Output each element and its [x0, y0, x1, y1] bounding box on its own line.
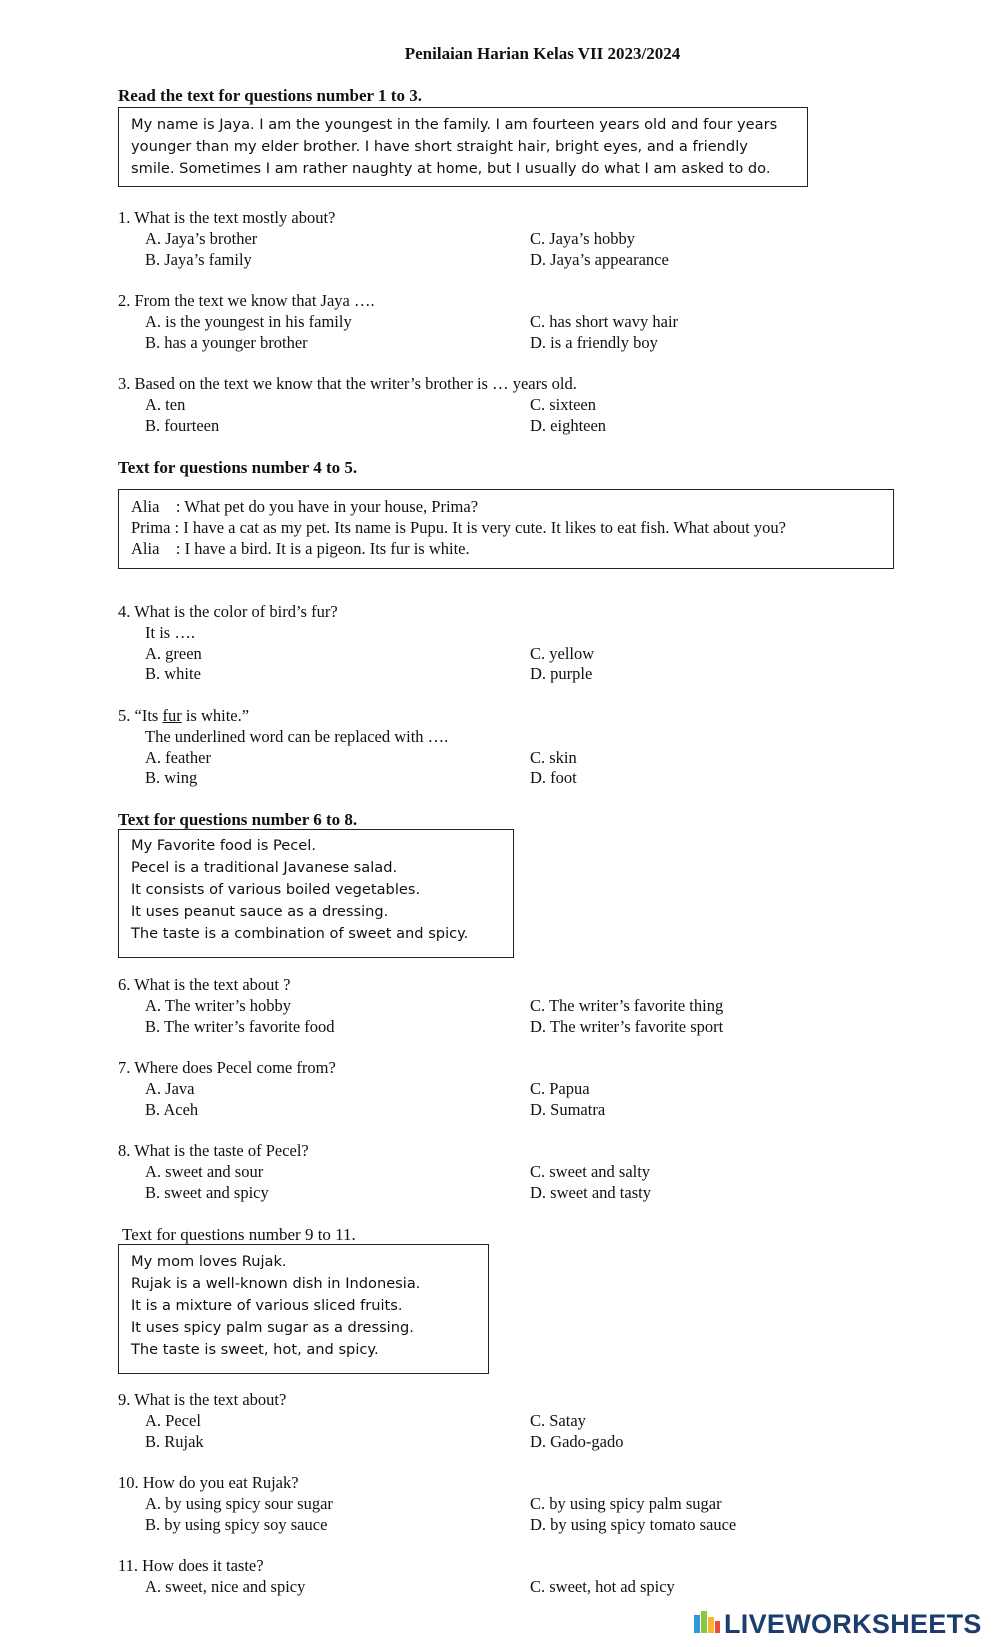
option-a[interactable]: A. is the youngest in his family [145, 311, 352, 331]
stem-part: 5. “Its [118, 706, 163, 725]
option-b[interactable]: B. wing [145, 768, 198, 788]
option-b[interactable]: B. white [145, 664, 201, 684]
text-line: My Favorite food is Pecel. [131, 837, 316, 854]
page-title: Penilaian Harian Kelas VII 2023/2024 [404, 44, 681, 63]
reading-text-box-4 [118, 1244, 489, 1374]
option-c[interactable]: C. yellow [530, 643, 595, 663]
option-a[interactable]: A. Pecel [145, 1410, 201, 1430]
text-line: smile. Sometimes I am rather naughty at home, but I usually do what I am asked to do. [131, 160, 771, 177]
reading-text-box-2 [118, 489, 894, 569]
option-b[interactable]: B. by using spicy soy sauce [145, 1514, 328, 1534]
option-d[interactable]: D. The writer’s favorite sport [530, 1016, 724, 1036]
text-line: Prima : I have a cat as my pet. Its name is Pupu. It is very cute. It likes to eat fish. What about you? [131, 518, 786, 537]
text-line: Pecel is a traditional Javanese salad. [131, 859, 398, 876]
text-line: It consists of various boiled vegetables. [131, 881, 421, 898]
question-8 [118, 1141, 651, 1203]
question-stem: 9. What is the text about? [118, 1390, 287, 1409]
liveworksheets-logo[interactable] [694, 1609, 982, 1639]
question-10 [118, 1473, 737, 1535]
option-a[interactable]: A. by using spicy sour sugar [145, 1493, 333, 1513]
option-b[interactable]: B. fourteen [145, 415, 220, 435]
option-a[interactable]: A. ten [145, 394, 186, 414]
liveworksheets-logo-icon [694, 1611, 720, 1637]
reading-text-box-1 [118, 107, 808, 187]
question-4 [118, 602, 595, 685]
option-d[interactable]: D. is a friendly boy [530, 332, 658, 352]
question-stem: 3. Based on the text we know that the writer’s brother is … years old. [118, 374, 577, 393]
option-b[interactable]: B. sweet and spicy [145, 1182, 269, 1202]
option-a[interactable]: A. Jaya’s brother [145, 228, 258, 248]
option-b[interactable]: B. has a younger brother [145, 332, 308, 352]
text-line: The taste is a combination of sweet and spicy. [131, 925, 469, 942]
text-line: Alia : What pet do you have in your house, Prima? [131, 497, 479, 516]
option-d[interactable]: D. eighteen [530, 415, 607, 435]
question-stem: 1. What is the text mostly about? [118, 208, 336, 227]
question-stem: 11. How does it taste? [118, 1556, 264, 1575]
option-d[interactable]: D. Sumatra [530, 1099, 606, 1119]
option-d[interactable]: D. foot [530, 768, 577, 788]
text-line: The taste is sweet, hot, and spicy. [131, 1341, 379, 1358]
question-11 [118, 1556, 675, 1598]
option-c[interactable]: C. sixteen [530, 394, 596, 414]
question-3 [118, 374, 607, 436]
reading-text-box-3 [118, 829, 514, 958]
option-c[interactable]: C. The writer’s favorite thing [530, 995, 724, 1015]
option-d[interactable]: D. purple [530, 664, 593, 684]
option-a[interactable]: A. green [145, 643, 202, 663]
option-b[interactable]: B. Aceh [145, 1099, 199, 1119]
question-2 [118, 291, 679, 353]
option-d[interactable]: D. by using spicy tomato sauce [530, 1514, 737, 1534]
section-heading-4: Text for questions number 9 to 11. [122, 1225, 356, 1244]
text-line: My name is Jaya. I am the youngest in the family. I am fourteen years old and four years [131, 116, 778, 133]
liveworksheets-logo-text: LIVEWORKSHEETS [724, 1608, 982, 1639]
text-line: It uses spicy palm sugar as a dressing. [131, 1319, 414, 1336]
question-prompt: The underlined word can be replaced with …. [145, 726, 449, 746]
option-c[interactable]: C. Satay [530, 1410, 586, 1430]
text-line: Rujak is a well-known dish in Indonesia. [131, 1275, 421, 1292]
question-stem: 6. What is the text about ? [118, 975, 291, 994]
option-c[interactable]: C. Papua [530, 1078, 590, 1098]
question-stem: 4. What is the color of bird’s fur? [118, 602, 338, 621]
option-a[interactable]: A. Java [145, 1078, 195, 1098]
section-heading-3: Text for questions number 6 to 8. [118, 810, 358, 829]
text-line: younger than my elder brother. I have short straight hair, bright eyes, and a friendly [131, 138, 748, 155]
option-b[interactable]: B. Jaya’s family [145, 249, 252, 269]
text-line: It uses peanut sauce as a dressing. [131, 903, 389, 920]
question-1 [118, 208, 669, 270]
option-d[interactable]: D. Jaya’s appearance [530, 249, 669, 269]
option-a[interactable]: A. sweet and sour [145, 1161, 264, 1181]
question-stem: 7. Where does Pecel come from? [118, 1058, 336, 1077]
option-d[interactable]: D. sweet and tasty [530, 1182, 651, 1202]
underlined-word: fur [162, 706, 182, 725]
option-b[interactable]: B. Rujak [145, 1431, 204, 1451]
section-heading-2: Text for questions number 4 to 5. [118, 458, 358, 477]
question-stem [118, 706, 448, 727]
option-c[interactable]: C. sweet, hot ad spicy [530, 1576, 675, 1596]
question-stem: 2. From the text we know that Jaya …. [118, 291, 375, 310]
question-prompt: It is …. [145, 622, 195, 642]
text-line: My mom loves Rujak. [131, 1253, 287, 1270]
text-line: It is a mixture of various sliced fruits. [131, 1297, 403, 1314]
option-c[interactable]: C. Jaya’s hobby [530, 228, 635, 248]
option-a[interactable]: A. feather [145, 747, 211, 767]
text-line: Alia : I have a bird. It is a pigeon. Its fur is white. [131, 539, 470, 558]
option-c[interactable]: C. skin [530, 747, 577, 767]
question-stem: 10. How do you eat Rujak? [118, 1473, 299, 1492]
question-6 [118, 975, 724, 1037]
option-b[interactable]: B. The writer’s favorite food [145, 1016, 335, 1036]
option-d[interactable]: D. Gado-gado [530, 1431, 624, 1451]
option-a[interactable]: A. The writer’s hobby [145, 995, 292, 1015]
option-c[interactable]: C. sweet and salty [530, 1161, 651, 1181]
option-c[interactable]: C. has short wavy hair [530, 311, 679, 331]
option-a[interactable]: A. sweet, nice and spicy [145, 1576, 306, 1596]
question-9 [118, 1390, 624, 1452]
question-5 [118, 706, 577, 789]
stem-part: is white.” [181, 706, 250, 725]
question-7 [118, 1058, 606, 1120]
section-heading-1: Read the text for questions number 1 to 3. [118, 86, 422, 105]
question-stem: 8. What is the taste of Pecel? [118, 1141, 309, 1160]
option-c[interactable]: C. by using spicy palm sugar [530, 1493, 722, 1513]
